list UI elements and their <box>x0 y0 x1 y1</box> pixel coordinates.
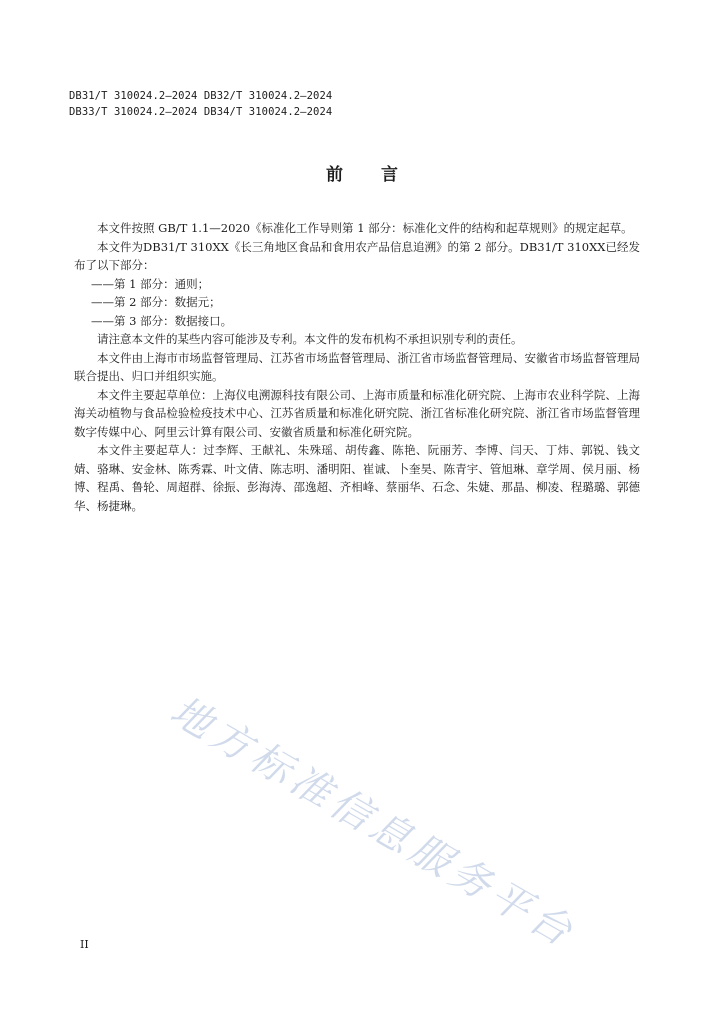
watermark: 地方标准信息服务平台 <box>162 687 584 958</box>
paragraph-proposers: 本文件由上海市市场监督管理局、江苏省市场监督管理局、浙江省市场监督管理局、安徽省市场监督管理局联合提出、归口并组织实施。 <box>74 350 640 383</box>
paragraph-drafting-rules: 本文件按照 GB/T 1.1—2020《标准化工作导则第 1 部分：标准化文件的结构和起草规则》的规定起草。 <box>97 221 633 235</box>
document-code-header <box>69 88 332 120</box>
list-item-part-1: ——第 1 部分：通则； <box>91 276 210 291</box>
document-code-line-2: DB33/T 310024.2—2024 DB34/T 310024.2—2024 <box>69 106 333 118</box>
page-title <box>0 160 724 185</box>
page-number: II <box>80 938 89 951</box>
list-item-part-2: ——第 2 部分：数据元； <box>91 295 221 309</box>
paragraph-drafters: 本文件主要起草人：过李辉、王献礼、朱殊瑶、胡传鑫、陈艳、阮丽芳、李博、闫天、丁炜、郭锐、钱文婧、骆琳、安金林、陈秀霖、叶文倩、陈志明、潘明阳、崔诚、卜奎昊、陈青宇、管旭琳、章学周、侯月丽、杨博、程禹、鲁轮、周超群、徐振、彭海涛、邵逸超、齐相峰、蔡丽华、石念、朱婕、那晶、柳凌、程璐璐、郭德华、杨捷琳。 <box>74 443 640 513</box>
list-item-part-3: ——第 3 部分：数据接口。 <box>91 313 233 328</box>
foreword-body <box>74 219 640 515</box>
document-code-line-1: DB31/T 310024.2—2024 DB32/T 310024.2—2024 <box>69 90 333 102</box>
title-char-1: 前 <box>326 165 343 185</box>
title-char-2: 言 <box>381 165 398 185</box>
paragraph-part-description: 本文件为DB31/T 310XX《长三角地区食品和食用农产品信息追溯》的第 2 部分。DB31/T 310XX已经发布了以下部分： <box>74 239 640 272</box>
paragraph-drafting-units: 本文件主要起草单位：上海仪电溯源科技有限公司、上海市质量和标准化研究院、上海市农业科学院、上海海关动植物与食品检验检疫技术中心、江苏省质量和标准化研究院、浙江省标准化研究院、浙江省市场监督管理数字传媒中心、阿里云计算有限公司、安徽省质量和标准化研究院。 <box>74 387 640 439</box>
paragraph-patent-notice: 请注意本文件的某些内容可能涉及专利。本文件的发布机构不承担识别专利的责任。 <box>97 332 523 346</box>
